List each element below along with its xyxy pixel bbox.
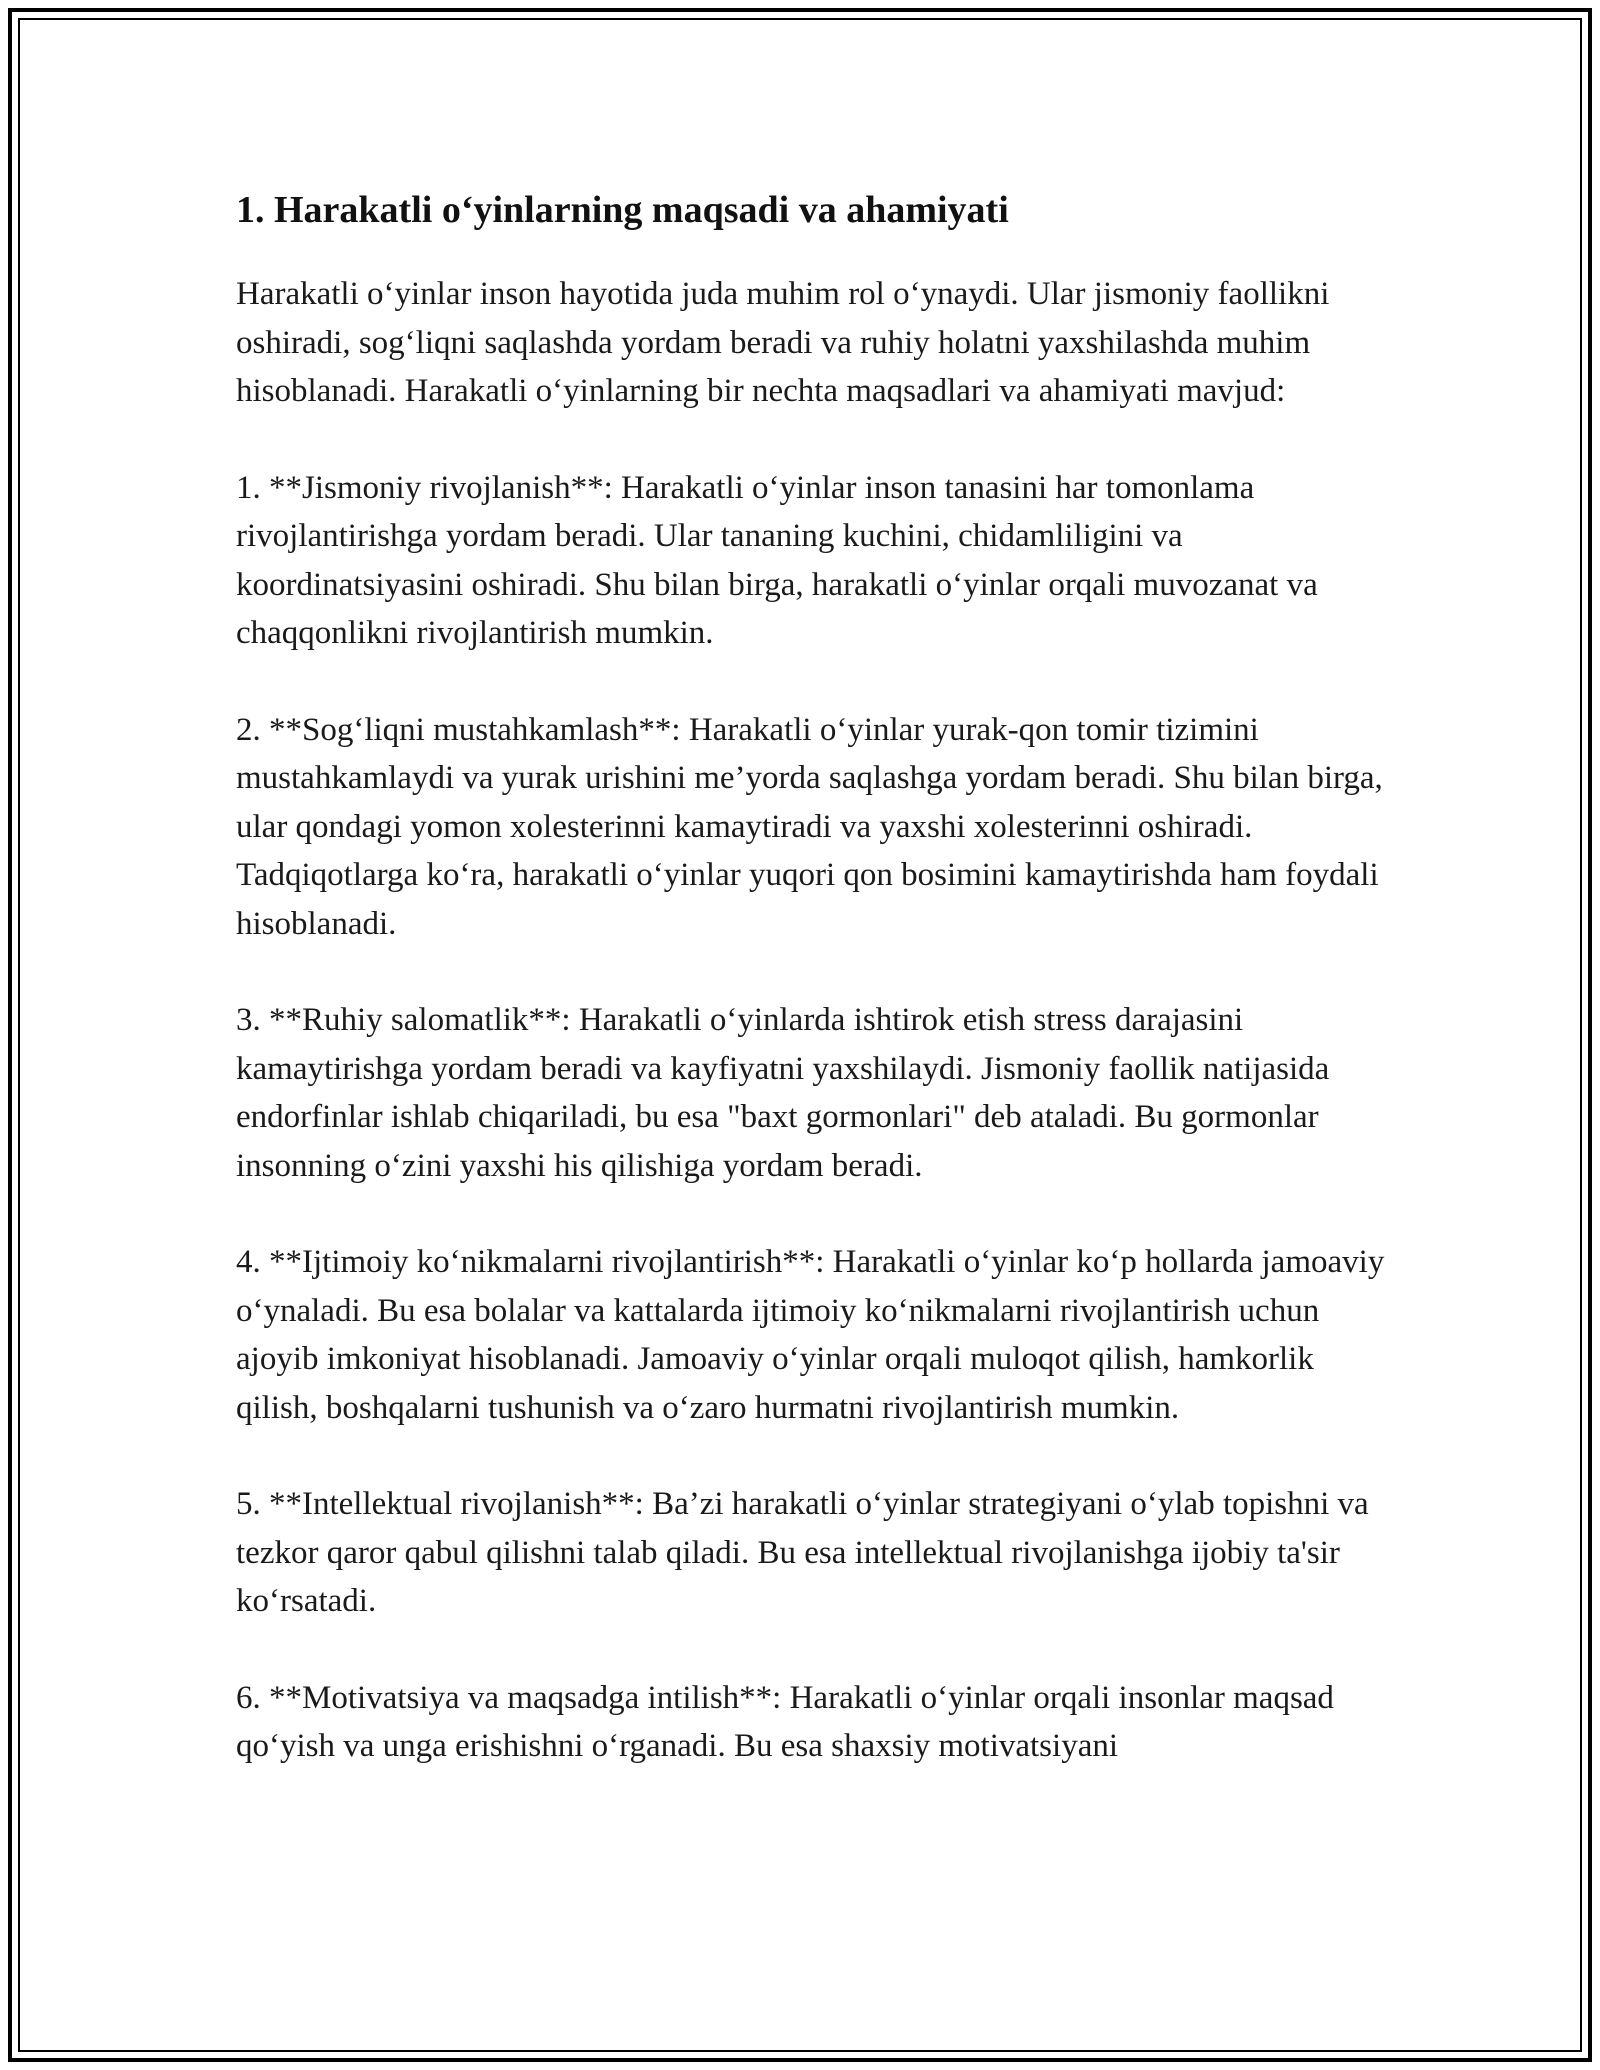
section-title: 1. Harakatli o‘yinlarning maqsadi va ahamiyati xyxy=(236,189,1009,231)
intro-paragraph: Harakatli o‘yinlar inson hayotida juda muhim rol o‘ynaydi. Ular jismoniy faollikni oshiradi, sog‘liqni saqlashda yordam beradi va ruhiy holatni yaxshilashda muhim hisoblanadi. Harakatli o‘yinlarning bir nechta maqsadlari va ahamiyati mavjud: xyxy=(236,276,1330,409)
paragraph-health: 2. **Sog‘liqni mustahkamlash**: Harakatli o‘yinlar yurak-qon tomir tizimini mustahkamlaydi va yurak urishini me’yorda saqlashga yordam beradi. Shu bilan birga, ular qondagi yomon xolesterinni kamaytiradi va yaxshi xolesterinni oshiradi. Tadqiqotlarga ko‘ra, harakatli o‘yinlar yuqori qon bosimini kamaytirishda ham foydali hisoblanadi. xyxy=(236,711,1383,942)
paragraph-mental-health: 3. **Ruhiy salomatlik**: Harakatli o‘yinlarda ishtirok etish stress darajasini kamaytirishga yordam beradi va kayfiyatni yaxshilaydi. Jismoniy faollik natijasida endorfinlar ishlab chiqariladi, bu esa "baxt gormonlari" deb ataladi. Bu gormonlar insonning o‘zini yaxshi his qilishiga yordam beradi. xyxy=(236,1002,1330,1184)
paragraph-motivation: 6. **Motivatsiya va maqsadga intilish**: Harakatli o‘yinlar orqali insonlar maqsad qo‘yish va unga erishishni o‘rganadi. Bu esa shaxsiy motivatsiyani xyxy=(236,1679,1334,1764)
paragraph-social-skills: 4. **Ijtimoiy ko‘nikmalarni rivojlantirish**: Harakatli o‘yinlar ko‘p hollarda jamoaviy o‘ynaladi. Bu esa bolalar va kattalarda ijtimoiy ko‘nikmalarni rivojlantirish uchun ajoyib imkoniyat hisoblanadi. Jamoaviy o‘yinlar orqali muloqot qilish, hamkorlik qilish, boshqalarni tushunish va o‘zaro hurmatni rivojlantirish mumkin. xyxy=(236,1244,1385,1426)
paragraph-physical-development: 1. **Jismoniy rivojlanish**: Harakatli o‘yinlar inson tanasini har tomonlama rivojlantirishga yordam beradi. Ular tananing kuchini, chidamliligini va koordinatsiyasini oshiradi. Shu bilan birga, harakatli o‘yinlar orqali muvozanat va chaqqonlikni rivojlantirish mumkin. xyxy=(236,469,1318,651)
paragraph-intellectual: 5. **Intellektual rivojlanish**: Ba’zi harakatli o‘yinlar strategiyani o‘ylab topishni va tezkor qaror qabul qilishni talab qiladi. Bu esa intellektual rivojlanishga ijobiy ta'sir ko‘rsatadi. xyxy=(236,1486,1369,1619)
document-body xyxy=(236,186,1386,1819)
